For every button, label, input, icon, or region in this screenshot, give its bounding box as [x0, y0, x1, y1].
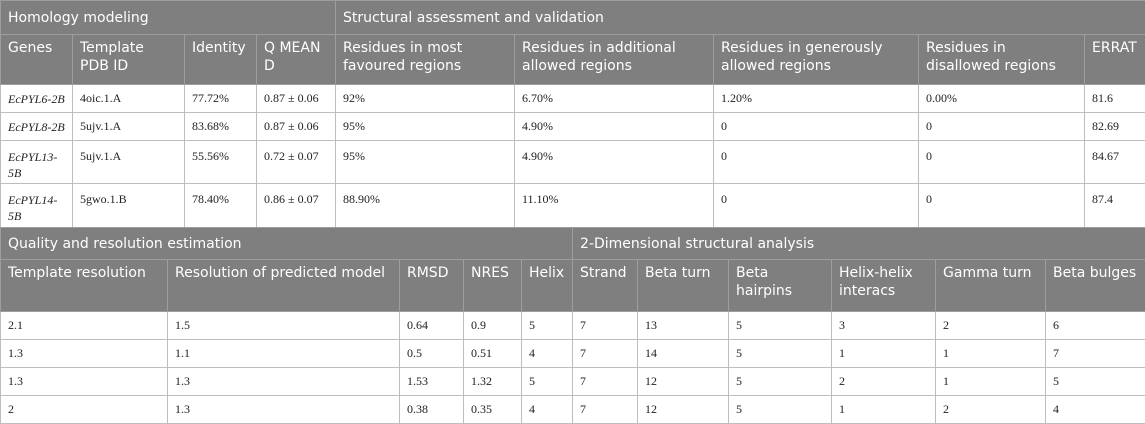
table-cell: 5 — [1046, 368, 1145, 396]
table-cell: 5ujv.1.A — [73, 141, 185, 184]
table-cell: 11.10% — [515, 184, 714, 228]
column-header-rmsd: RMSD — [400, 260, 464, 312]
table-cell: 1.3 — [168, 396, 400, 424]
group-header-quality-resolution: Quality and resolution estimation — [1, 228, 573, 260]
table-cell: 1.32 — [464, 368, 522, 396]
group-header-2d-structural-analysis: 2-Dimensional structural analysis — [573, 228, 1145, 260]
table-cell: 0 — [919, 184, 1085, 228]
table-row — [1, 368, 1145, 396]
table-cell: 12 — [638, 396, 729, 424]
table-cell: 0 — [919, 141, 1085, 184]
table-cell: 84.67 — [1085, 141, 1145, 184]
column-header-strand: Strand — [573, 260, 638, 312]
table-row — [1, 312, 1145, 340]
table-cell: 7 — [573, 312, 638, 340]
table-cell: 0.00% — [919, 85, 1085, 113]
table-cell: 0.64 — [400, 312, 464, 340]
table-cell: 5 — [729, 340, 832, 368]
table-cell: 1.3 — [1, 340, 168, 368]
table-cell: 4oic.1.A — [73, 85, 185, 113]
table-row — [1, 141, 1145, 184]
table-cell: 0 — [714, 141, 919, 184]
table-cell: 2.1 — [1, 312, 168, 340]
table-cell: 0.35 — [464, 396, 522, 424]
table-cell: 3 — [832, 312, 936, 340]
column-header-additional-allowed: Residues in additional allowed regions — [515, 35, 714, 85]
column-header-identity: Identity — [185, 35, 257, 85]
column-header-qmean: Q MEAN D — [257, 35, 336, 85]
table-cell: 6 — [1046, 312, 1145, 340]
column-header-beta-turn: Beta turn — [638, 260, 729, 312]
table-cell: 13 — [638, 312, 729, 340]
table-cell: 7 — [573, 396, 638, 424]
gene-cell: EcPYL14-5B — [1, 184, 73, 228]
table-cell: 81.6 — [1085, 85, 1145, 113]
table-cell: 5gwo.1.B — [73, 184, 185, 228]
column-header-beta-hairpins: Beta hairpins — [729, 260, 832, 312]
resolution-2d-structure-table — [0, 227, 1145, 424]
column-header-beta-bulges: Beta bulges — [1046, 260, 1145, 312]
table-cell: 1 — [936, 368, 1046, 396]
table-row — [1, 184, 1145, 228]
table-cell: 0.38 — [400, 396, 464, 424]
table-cell: 2 — [936, 396, 1046, 424]
table-cell: 0.86 ± 0.07 — [257, 184, 336, 228]
column-header-disallowed: Residues in disallowed regions — [919, 35, 1085, 85]
table-row — [1, 113, 1145, 141]
table-row — [1, 396, 1145, 424]
table-cell: 4 — [1046, 396, 1145, 424]
table-cell: 7 — [573, 340, 638, 368]
table-cell: 4 — [522, 340, 573, 368]
table-cell: 7 — [1046, 340, 1145, 368]
table-row — [1, 340, 1145, 368]
table-cell: 4.90% — [515, 141, 714, 184]
table-cell: 1.20% — [714, 85, 919, 113]
table-cell: 55.56% — [185, 141, 257, 184]
table-cell: 82.69 — [1085, 113, 1145, 141]
table-cell: 2 — [832, 368, 936, 396]
table-cell: 5 — [729, 396, 832, 424]
column-header-predicted-resolution: Resolution of predicted model — [168, 260, 400, 312]
table-cell: 0.51 — [464, 340, 522, 368]
table-cell: 4.90% — [515, 113, 714, 141]
gene-cell: EcPYL8-2B — [1, 113, 73, 141]
table-cell: 6.70% — [515, 85, 714, 113]
column-header-genes: Genes — [1, 35, 73, 85]
table-cell: 0.87 ± 0.06 — [257, 113, 336, 141]
column-header-template-resolution: Template resolution — [1, 260, 168, 312]
gene-cell: EcPYL6-2B — [1, 85, 73, 113]
table-cell: 0 — [714, 184, 919, 228]
table-cell: 0.5 — [400, 340, 464, 368]
table-cell: 7 — [573, 368, 638, 396]
column-header-helix-helix-interacs: Helix-helix interacs — [832, 260, 936, 312]
column-header-nres: NRES — [464, 260, 522, 312]
table-cell: 5 — [522, 312, 573, 340]
table-cell: 83.68% — [185, 113, 257, 141]
column-header-helix: Helix — [522, 260, 573, 312]
table-cell: 0.87 ± 0.06 — [257, 85, 336, 113]
table-cell: 92% — [336, 85, 515, 113]
table-cell: 5 — [522, 368, 573, 396]
group-header-structural-assessment: Structural assessment and validation — [336, 1, 1145, 35]
table-cell: 1 — [832, 340, 936, 368]
column-header-errat: ERRAT — [1085, 35, 1145, 85]
table-cell: 95% — [336, 141, 515, 184]
table-cell: 1 — [936, 340, 1046, 368]
table-cell: 2 — [1, 396, 168, 424]
table-cell: 95% — [336, 113, 515, 141]
gene-cell: EcPYL13-5B — [1, 141, 73, 184]
column-header-generously-allowed: Residues in generously allowed regions — [714, 35, 919, 85]
table-cell: 0 — [714, 113, 919, 141]
table-cell: 12 — [638, 368, 729, 396]
table-cell: 87.4 — [1085, 184, 1145, 228]
table-cell: 4 — [522, 396, 573, 424]
table-cell: 2 — [936, 312, 1046, 340]
column-header-template-pdb-id: Template PDB ID — [73, 35, 185, 85]
table-cell: 77.72% — [185, 85, 257, 113]
column-header-most-favoured: Residues in most favoured regions — [336, 35, 515, 85]
table-cell: 5ujv.1.A — [73, 113, 185, 141]
table-cell: 88.90% — [336, 184, 515, 228]
table-cell: 0.72 ± 0.07 — [257, 141, 336, 184]
table-cell: 1.53 — [400, 368, 464, 396]
table-cell: 5 — [729, 312, 832, 340]
table-row — [1, 85, 1145, 113]
table-cell: 5 — [729, 368, 832, 396]
table-cell: 1 — [832, 396, 936, 424]
table-cell: 1.3 — [168, 368, 400, 396]
table-cell: 0 — [919, 113, 1085, 141]
table-cell: 1.3 — [1, 368, 168, 396]
table-cell: 14 — [638, 340, 729, 368]
table-cell: 1.5 — [168, 312, 400, 340]
table-cell: 0.9 — [464, 312, 522, 340]
table-cell: 1.1 — [168, 340, 400, 368]
column-header-gamma-turn: Gamma turn — [936, 260, 1046, 312]
group-header-homology-modeling: Homology modeling — [1, 1, 336, 35]
table-cell: 78.40% — [185, 184, 257, 228]
